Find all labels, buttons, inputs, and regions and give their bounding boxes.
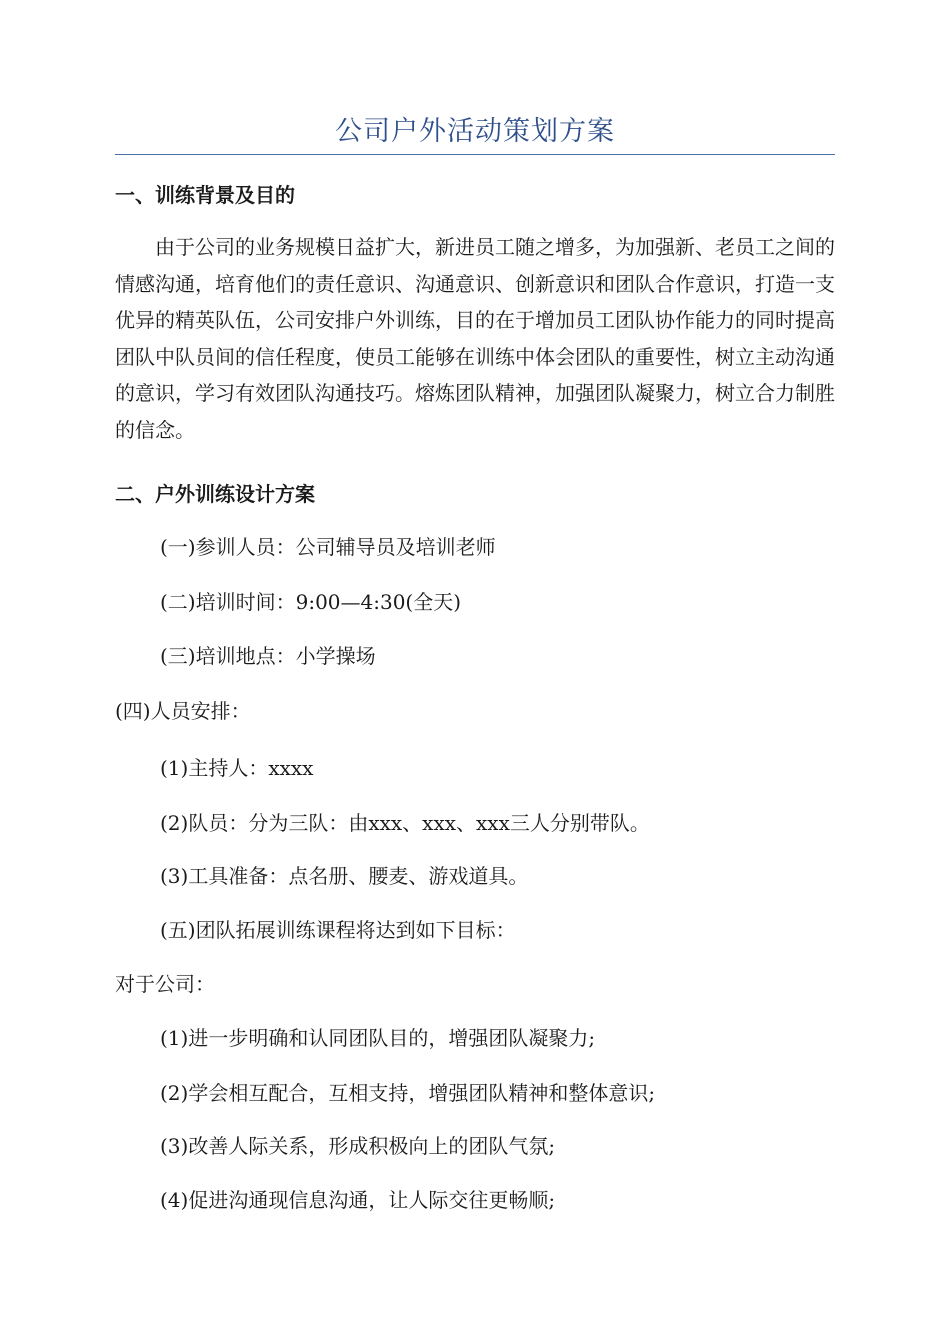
goal-item-2: (2)学会相互配合，互相支持，增强团队精神和整体意识; [160, 1081, 656, 1105]
section-heading-design: 二、户外训练设计方案 [115, 482, 315, 506]
background-paragraph: 由于公司的业务规模日益扩大，新进员工随之增多，为加强新、老员工之间的情感沟通，培育他们的责任意识、沟通意识、创新意识和团队合作意识，打造一支优异的精英队伍，公司安排户外训练，目的在于增加员工团队协作能力的同时提高团队中队员间的信任程度，使员工能够在训练中体会团队的重要性，树立主动沟通的意识，学习有效团队沟通技巧。熔炼团队精神，加强团队凝聚力，树立合力制胜的信念。 [115, 235, 835, 442]
section-heading-background: 一、训练背景及目的 [115, 183, 295, 207]
title-divider [115, 154, 835, 155]
staff-teams: (2)队员：分为三队：由xxx、xxx、xxx三人分别带队。 [160, 811, 650, 835]
list-item-staffing: (四)人员安排： [115, 699, 251, 723]
goal-item-1: (1)进一步明确和认同团队目的，增强团队凝聚力; [160, 1026, 596, 1050]
list-item-time: (二)培训时间：9:00—4:30(全天) [160, 590, 462, 614]
goal-item-4: (4)促进沟通现信息沟通，让人际交往更畅顺; [160, 1188, 556, 1212]
list-item-location: (三)培训地点：小学操场 [160, 644, 376, 668]
list-item-participants: (一)参训人员：公司辅导员及培训老师 [160, 535, 496, 559]
staff-tools: (3)工具准备：点名册、腰麦、游戏道具。 [160, 864, 529, 888]
list-item-goals: (五)团队拓展训练课程将达到如下目标： [160, 918, 516, 942]
staff-host: (1)主持人：xxxx [160, 756, 314, 780]
goal-item-3: (3)改善人际关系，形成积极向上的团队气氛; [160, 1134, 556, 1158]
page-title: 公司户外活动策划方案 [335, 116, 615, 147]
company-label: 对于公司： [115, 972, 215, 996]
